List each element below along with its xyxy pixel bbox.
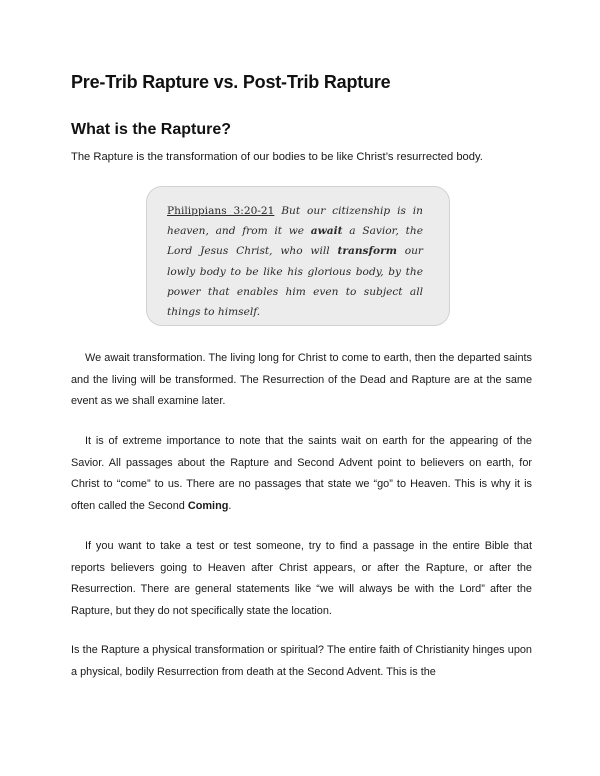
scripture-quote	[167, 201, 423, 322]
quote-emphasis-await: await	[310, 225, 343, 238]
paragraph-saints-wait	[71, 431, 532, 517]
scripture-quote-box	[146, 186, 450, 326]
scripture-reference: Philippians 3:20-21	[167, 205, 275, 217]
quote-text-3: our lowly body to be like his glorious body, by the power that enables him even to subject all things to himself.	[167, 245, 423, 319]
quote-text-2: a Savior, the Lord Jesus Christ, who will	[167, 225, 423, 258]
paragraph-saints-wait-end: .	[228, 499, 232, 512]
paragraph-emphasis-coming: Coming	[187, 499, 229, 512]
quote-text-1: But our citizenship is in heaven, and from it we	[167, 205, 423, 238]
document-title: Pre-Trib Rapture vs. Post-Trib Rapture	[71, 72, 391, 92]
section-heading: What is the Rapture?	[71, 121, 232, 138]
paragraph-physical-transformation: Is the Rapture a physical transformation or spiritual? The entire faith of Christianity hinges upon a physical, bodily Resurrection from death at the Second Advent. This is the	[71, 644, 532, 678]
intro-sentence: The Rapture is the transformation of our bodies to be like Christ’s resurrected body.	[71, 151, 483, 163]
paragraph-await-transformation: We await transformation. The living long for Christ to come to earth, then the departed saints and the living will be transformed. The Resurrection of the Dead and Rapture are at the same event as we shall examine later.	[71, 352, 532, 407]
paragraph-saints-wait-text: It is of extreme importance to note that the saints wait on earth for the appearing of the Savior. All passages about the Rapture and Second Advent point to believers on earth, for Christ to “come” to us. There are no passages that state we “go” to Heaven. This is why it is often called the Second	[71, 435, 532, 512]
quote-emphasis-transform: transform	[337, 245, 397, 258]
paragraph-test: If you want to take a test or test someone, try to find a passage in the entire Bible that reports believers going to Heaven after Christ appears, or after the Rapture, or after the Resurrection. There are general statements like “we will always be with the Lord” after the Rapture, but they do not specifically state the location.	[71, 540, 532, 617]
